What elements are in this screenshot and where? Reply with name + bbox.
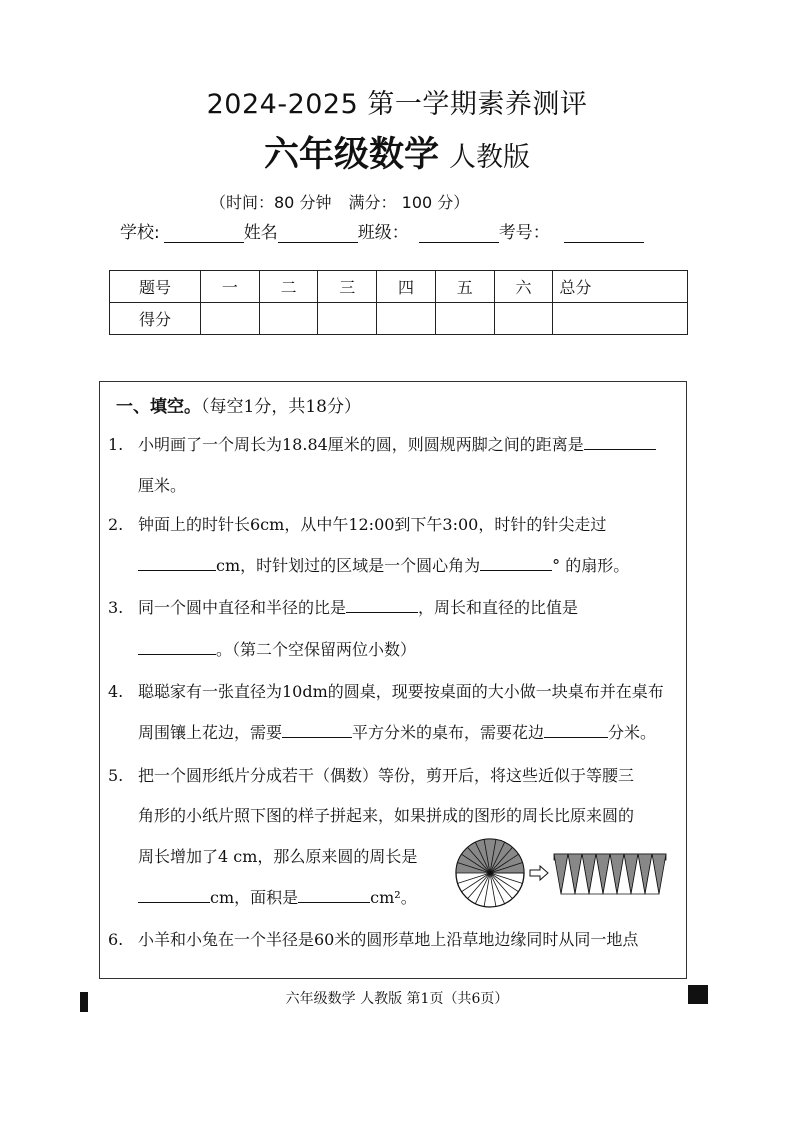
score-input-cell[interactable]: [435, 303, 494, 335]
time-label: （时间：80 分钟: [210, 193, 332, 212]
question-3-line2: [108, 640, 710, 660]
exam-no-field[interactable]: [564, 224, 644, 243]
question-text: 周长增加了4 cm，那么原来圆的周长是: [138, 847, 418, 866]
divided-circle-icon: [456, 839, 524, 907]
question-5-line2: [108, 806, 710, 826]
question-text: 。（第二个空保留两位小数）: [216, 640, 417, 659]
name-field[interactable]: [278, 224, 358, 243]
question-text: 分米。: [608, 723, 657, 742]
answer-blank[interactable]: [346, 598, 418, 613]
answer-blank[interactable]: [480, 556, 552, 571]
score-table-cell: 六: [494, 271, 553, 303]
question-6: [108, 930, 680, 950]
question-5: [108, 766, 680, 786]
question-text: cm²。: [370, 888, 417, 907]
answer-blank[interactable]: [584, 435, 656, 450]
class-field[interactable]: [419, 224, 499, 243]
score-input-cell[interactable]: [494, 303, 553, 335]
section-note: （每空1分，共18分）: [201, 397, 361, 417]
exam-subject-title: [0, 127, 794, 177]
question-text: 平方分米的桌布，需要花边: [352, 723, 545, 742]
score-table-cell: 三: [318, 271, 377, 303]
question-text: 把一个圆形纸片分成若干（偶数）等份，剪开后，将这些近似于等腰三: [138, 766, 635, 785]
question-4-line2: [108, 723, 710, 743]
score-table-cell: 总分: [553, 271, 688, 303]
score-table-score-row: [110, 303, 688, 335]
exam-no-label: 考号：: [498, 223, 550, 243]
question-1: [108, 435, 680, 455]
score-table-header-row: [110, 271, 688, 303]
score-input-cell[interactable]: [318, 303, 377, 335]
question-text: 小羊和小兔在一个半径是60米的圆形草地上沿草地边缘同时从同一地点: [138, 930, 639, 949]
question-text: cm，时针划过的区域是一个圆心角为: [216, 556, 481, 575]
question-text: 角形的小纸片照下图的样子拼起来，如果拼成的图形的周长比原来圆的: [138, 806, 635, 825]
circle-rearrange-figure: [454, 832, 668, 914]
answer-blank[interactable]: [138, 640, 216, 655]
question-text: 周围镶上花边，需要: [138, 723, 283, 742]
question-2-line2: [108, 556, 710, 576]
score-table-cell: 五: [435, 271, 494, 303]
score-table-cell: 四: [377, 271, 436, 303]
question-section-box: [99, 381, 687, 979]
name-label: 姓名: [243, 223, 278, 243]
student-info-line: [120, 218, 644, 243]
question-number: 5.: [108, 766, 124, 785]
question-number: 3.: [108, 598, 124, 617]
question-text: 小明画了一个周长为18.84厘米的圆，则圆规两脚之间的距离是: [138, 435, 584, 454]
question-3: [108, 598, 680, 618]
edition-label: 人教版: [449, 142, 530, 173]
time-score-line: [210, 190, 481, 213]
question-text: 聪聪家有一张直径为10dm的圆桌，现要按桌面的大小做一块桌布并在桌布: [138, 682, 664, 701]
question-text: ° 的扇形。: [552, 556, 630, 575]
question-text: 同一个圆中直径和半径的比是: [138, 598, 347, 617]
question-text: 厘米。: [138, 476, 187, 495]
answer-blank[interactable]: [138, 556, 216, 571]
question-4: [108, 682, 680, 702]
arrow-right-icon: [530, 866, 548, 880]
question-number: 6.: [108, 930, 124, 949]
section-heading: [116, 392, 361, 417]
question-number: 2.: [108, 515, 124, 534]
rearranged-triangles-icon: [554, 854, 666, 894]
answer-blank[interactable]: [138, 888, 210, 903]
question-number: 1.: [108, 435, 124, 454]
question-1-line2: [108, 476, 710, 496]
exam-term-title: 2024-2025 第一学期素养测评: [206, 89, 588, 120]
score-table-cell: 题号: [110, 271, 201, 303]
school-field[interactable]: [164, 224, 244, 243]
score-input-cell[interactable]: [259, 303, 318, 335]
page-footer: 六年级数学 人教版 第1页（共6页）: [285, 991, 509, 1007]
class-label: 班级：: [357, 223, 409, 243]
question-2: [108, 515, 680, 535]
score-table-cell: 二: [259, 271, 318, 303]
question-text: ，周长和直径的比值是: [418, 598, 579, 617]
answer-blank[interactable]: [544, 723, 608, 738]
score-table-cell: 一: [201, 271, 260, 303]
score-input-cell[interactable]: [377, 303, 436, 335]
answer-blank[interactable]: [282, 723, 352, 738]
score-input-cell[interactable]: [201, 303, 260, 335]
question-text: cm，面积是: [210, 888, 299, 907]
school-label: 学校:: [120, 223, 160, 243]
answer-blank[interactable]: [298, 888, 370, 903]
question-text: 钟面上的时针长6cm，从中午12:00到下午3:00，时针的针尖走过: [138, 515, 607, 534]
full-score-label: 满分： 100 分）: [348, 193, 470, 212]
score-row-label: 得分: [110, 303, 201, 335]
section-title: 一、填空。: [116, 397, 201, 417]
subject-title: 六年级数学: [263, 135, 439, 175]
question-number: 4.: [108, 682, 124, 701]
score-input-cell[interactable]: [553, 303, 688, 335]
score-table: [109, 270, 688, 335]
